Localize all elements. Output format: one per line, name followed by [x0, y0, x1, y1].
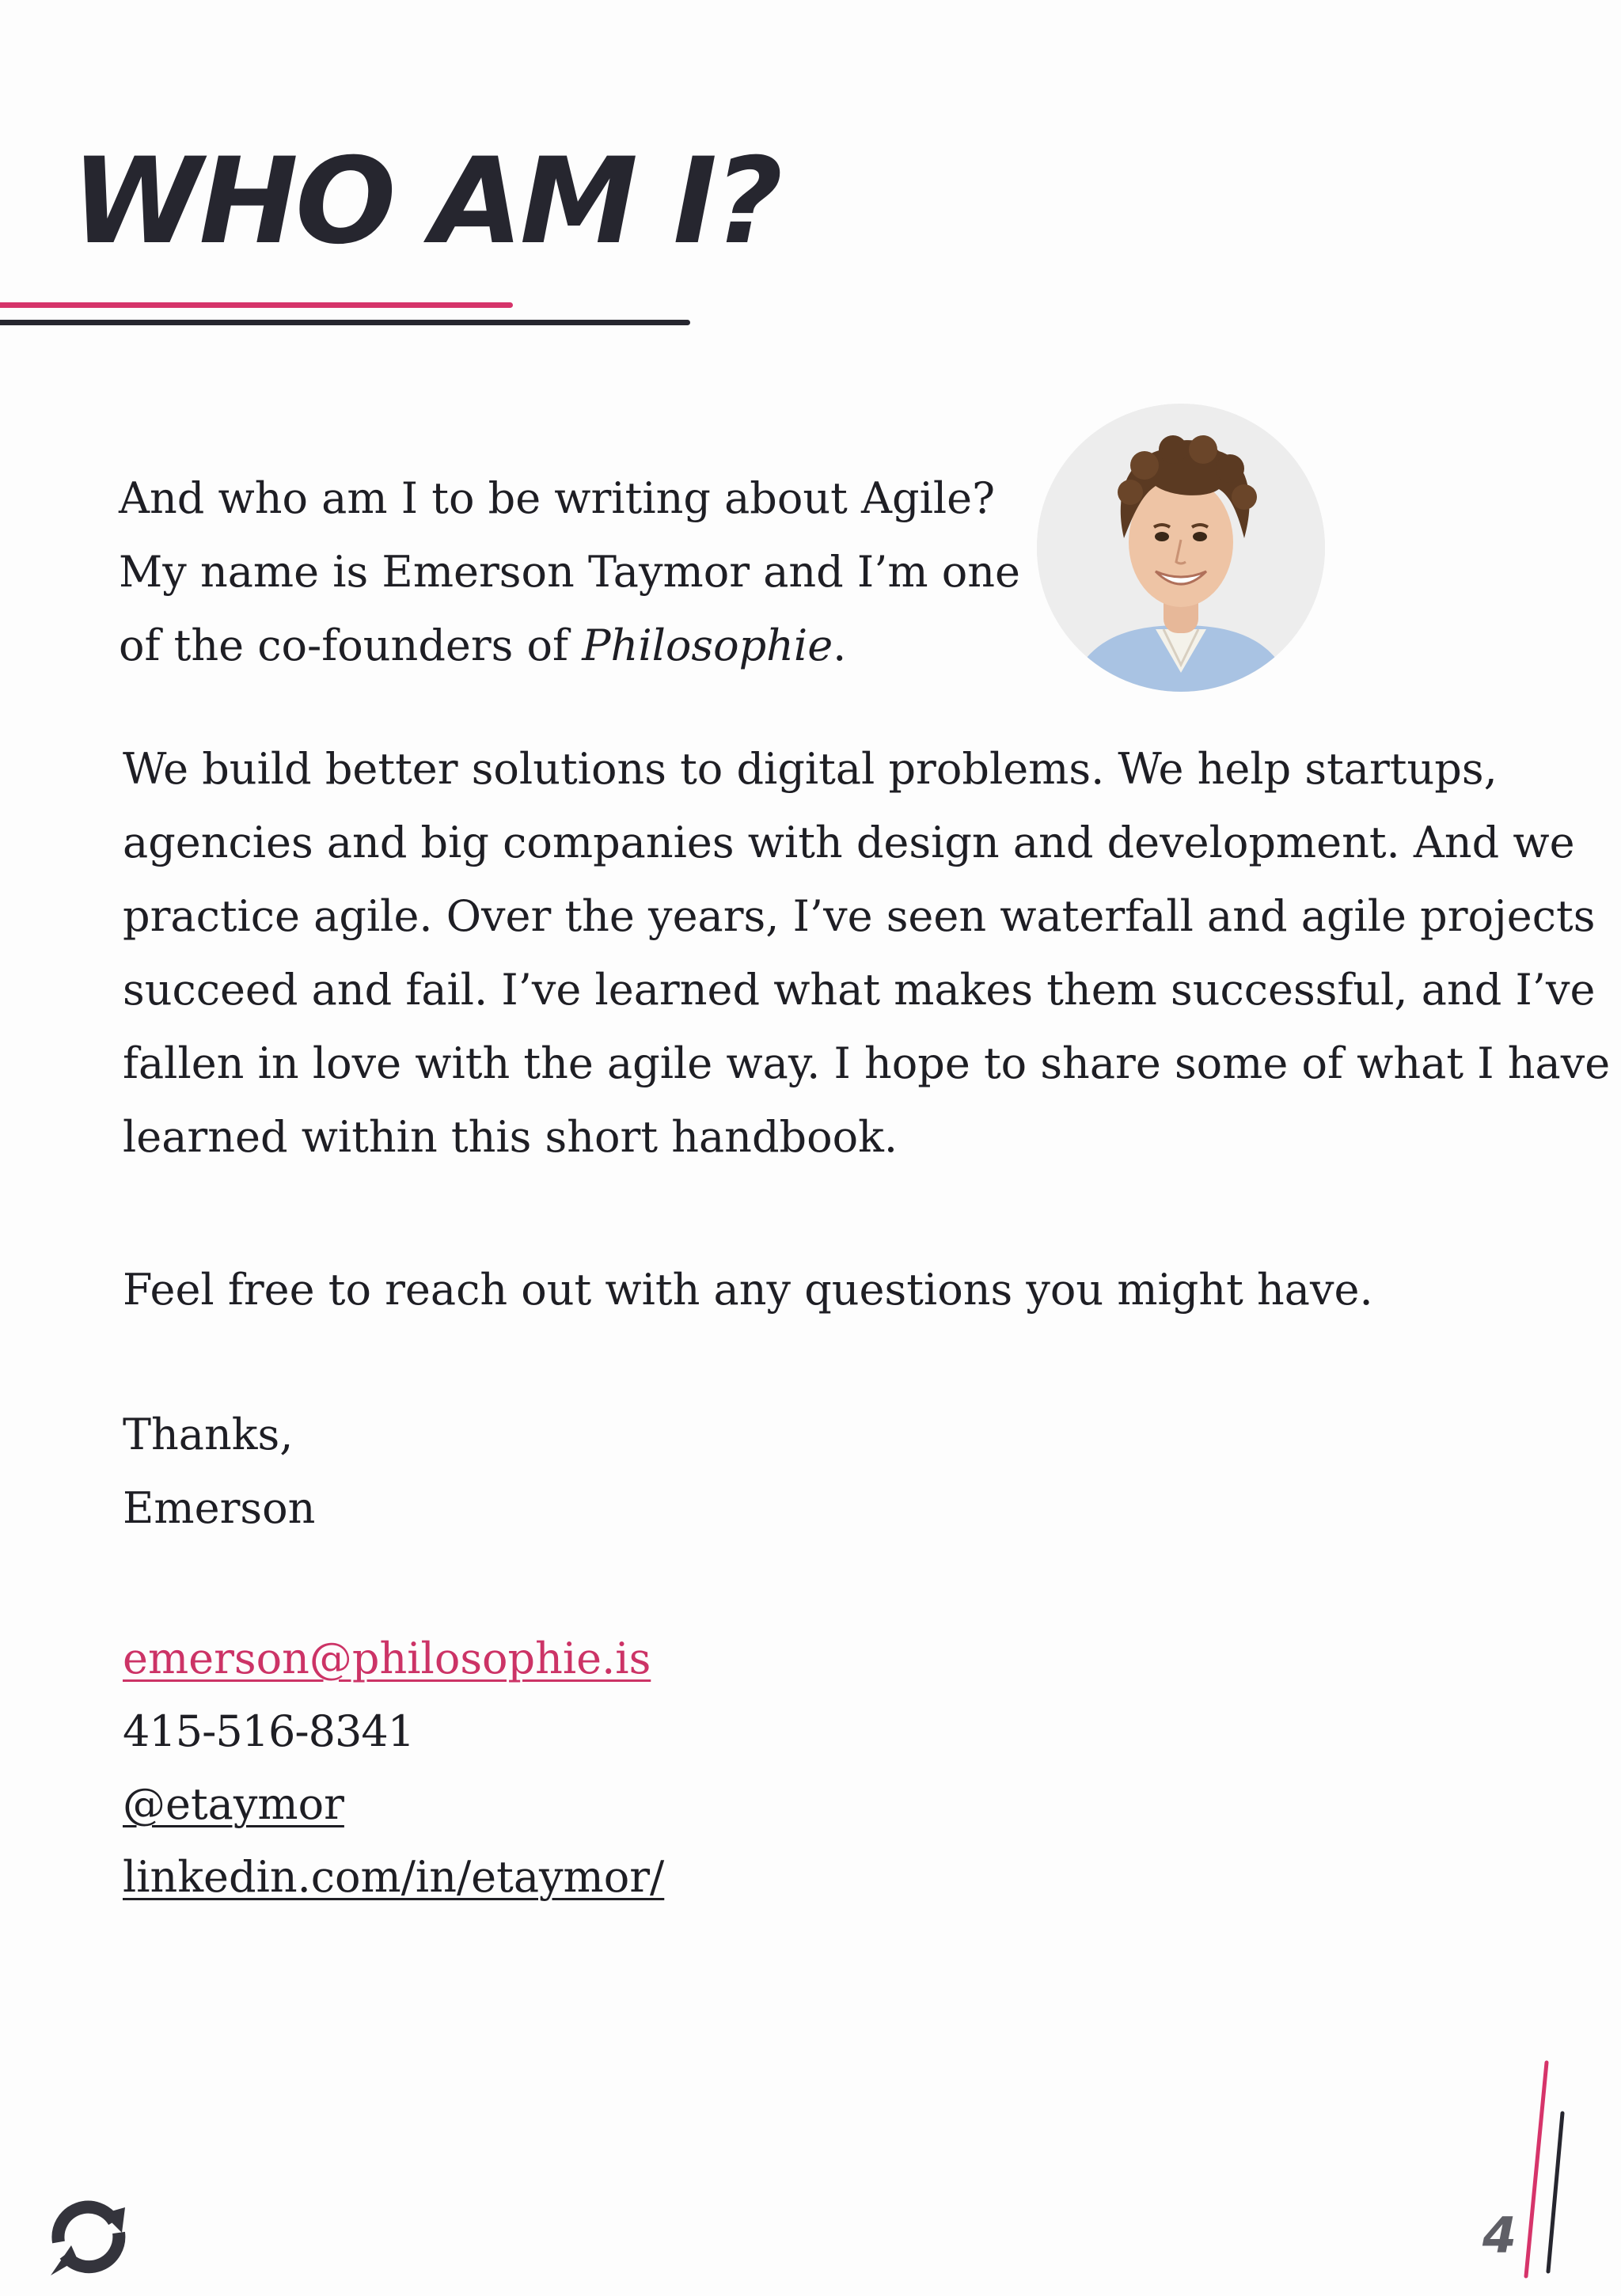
title-underline	[0, 320, 690, 325]
body-line: learned within this short handbook.	[123, 1112, 898, 1162]
email-link[interactable]: emerson@philosophie.is	[123, 1634, 651, 1683]
body-line: We build better solutions to digital problems. We help startups,	[123, 744, 1498, 794]
author-portrait-icon	[1037, 404, 1325, 692]
body-line: fallen in love with the agile way. I hope to share some of what I have	[123, 1038, 1611, 1088]
author-avatar	[1037, 404, 1325, 692]
email-line	[123, 1622, 664, 1695]
body-line: agencies and big companies with design and development. And we	[123, 818, 1575, 867]
intro-paragraph	[119, 461, 1021, 682]
phone-number: 415-516-8341	[123, 1706, 415, 1756]
intro-line-2: My name is Emerson Taymor and I’m one	[119, 547, 1021, 597]
body-line: succeed and fail. I’ve learned what makes them successful, and I’ve	[123, 965, 1596, 1015]
reach-out-text: Feel free to reach out with any questions you might have.	[123, 1265, 1373, 1315]
intro-line-3-suffix: .	[833, 620, 847, 670]
philosophie-logo-icon	[47, 2196, 130, 2279]
signoff-greeting: Thanks,	[123, 1410, 294, 1459]
body-paragraph	[123, 732, 1611, 1174]
body-line: practice agile. Over the years, I’ve seen waterfall and agile projects	[123, 891, 1596, 941]
page-number: 4	[1482, 2207, 1517, 2264]
signoff-name: Emerson	[123, 1483, 316, 1533]
title-underline-accent	[0, 302, 513, 308]
intro-line-3-prefix: of the co-founders of	[119, 620, 583, 670]
linkedin-link[interactable]: linkedin.com/in/etaymor/	[123, 1852, 665, 1902]
company-name: Philosophie	[582, 620, 833, 670]
linkedin-line	[123, 1841, 664, 1914]
intro-line-3	[119, 609, 989, 682]
contact-details	[123, 1622, 664, 1914]
page-title: WHO AM I?	[71, 133, 780, 271]
twitter-line	[123, 1768, 664, 1841]
twitter-link[interactable]: @etaymor	[123, 1779, 344, 1829]
intro-line-1: And who am I to be writing about Agile?	[119, 473, 996, 523]
signoff	[123, 1398, 315, 1545]
